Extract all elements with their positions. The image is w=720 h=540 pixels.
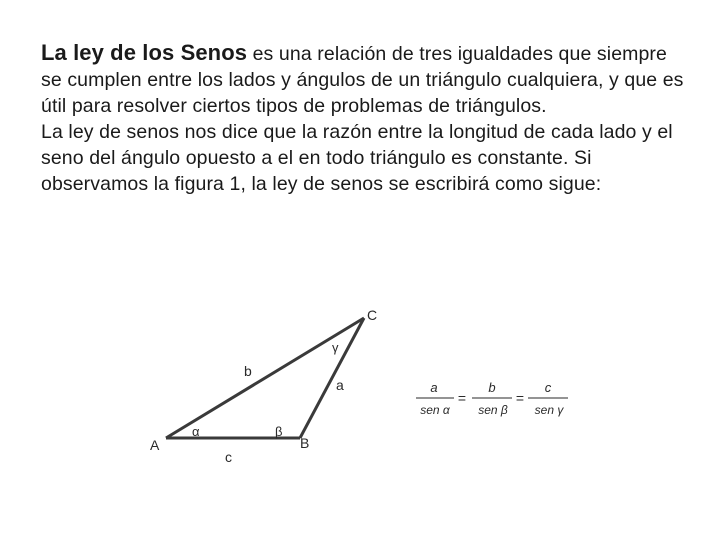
title-term: La ley de los Senos	[41, 40, 248, 65]
intro-text: es una relación de tres igualdades que siempre se cumplen entre los lados y ángulos de un triángulo cualquiera, y que es útil para resolver ciertos tipos de problemas de triángulos.	[41, 43, 684, 117]
vertex-b-label: B	[300, 435, 310, 451]
vertex-a-label: A	[150, 437, 160, 453]
formula-numerator-b: b	[488, 380, 496, 395]
triangle-figure	[140, 300, 440, 470]
vertex-c-label: C	[367, 307, 378, 323]
angle-beta-label: β	[275, 424, 283, 439]
law-of-sines-formula	[410, 374, 590, 434]
formula-denominator-c: sen γ	[534, 403, 564, 417]
angle-alpha-label: α	[192, 424, 200, 439]
second-paragraph: La ley de senos nos dice que la razón entre la longitud de cada lado y el seno del ángulo opuesto a el en todo triángulo es constante. Si observamos la figura 1, la ley de senos se escribirá como sigue:	[41, 121, 673, 195]
formula-denominator-a: sen α	[420, 403, 450, 417]
intro-paragraph	[41, 40, 691, 119]
formula-denominator-b: sen β	[478, 403, 508, 417]
formula-numerator-c: c	[544, 380, 552, 395]
angle-gamma-label: γ	[332, 340, 339, 355]
equals-sign-1: =	[457, 390, 467, 406]
side-a-label: a	[336, 377, 344, 393]
body-text	[41, 40, 691, 197]
side-b-label: b	[244, 363, 252, 379]
formula-numerator-a: a	[430, 380, 438, 395]
side-b-line	[166, 318, 364, 438]
side-c-label: c	[225, 449, 232, 465]
equals-sign-2: =	[515, 390, 525, 406]
